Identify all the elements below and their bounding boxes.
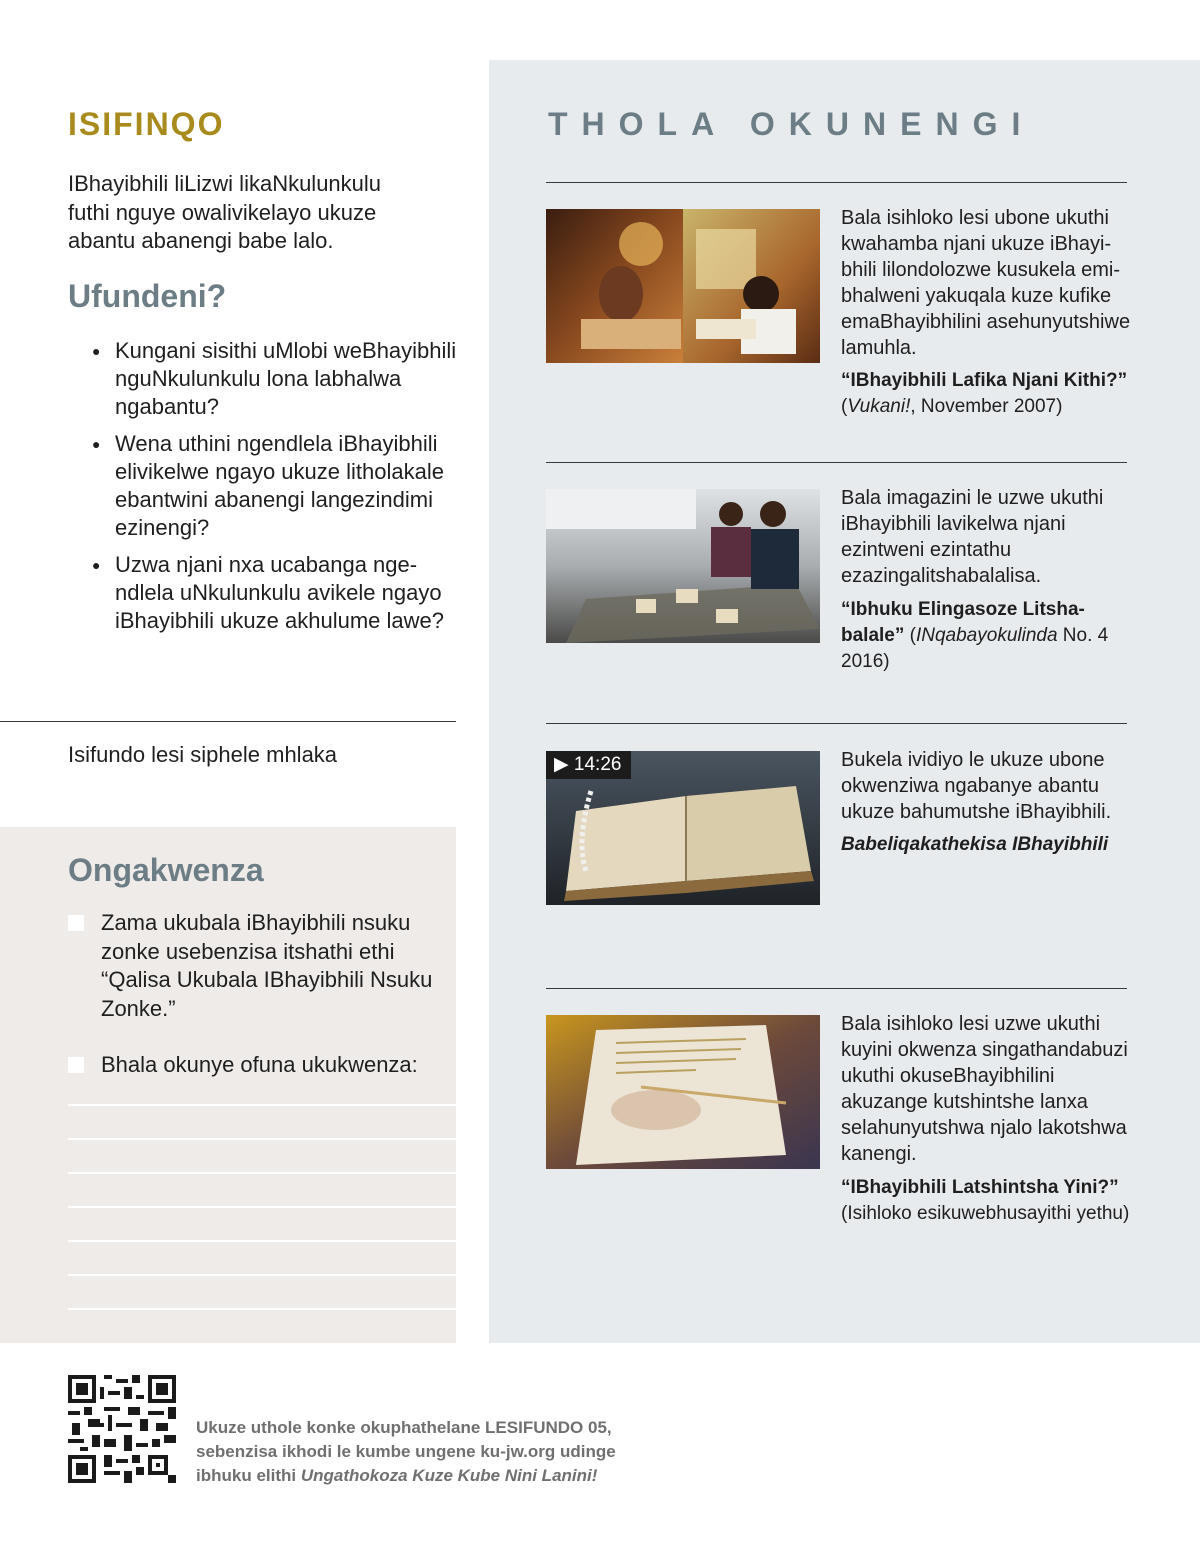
write-line[interactable] [68, 1172, 456, 1174]
checkbox[interactable] [68, 915, 84, 931]
resource-source: (Isihloko esikuwebhusayithi yethu) [841, 1203, 1130, 1224]
write-line[interactable] [68, 1206, 456, 1208]
resource-description: Bukela ividiyo le ukuze ubone okwenziwa ngabanye abantu ukuze bahumutshe iBhayibhili. [841, 749, 1112, 823]
review-question: ● Kungani sisithi uMlobi weBhayibhili nguNkulunkulu lona labhalwa ngabantu? [92, 337, 462, 421]
resource-description: Bala isihloko lesi uzwe ukuthi kuyini okwenza singathandabuzi ukuthi okuseBhayibhilini akuzange kutshintshe lanxa selahunyutshwa njalo lakotshwa kanengi. [841, 1013, 1128, 1165]
book-title[interactable]: Ungathokoza Kuze Kube Nini Lanini! [300, 1466, 598, 1485]
write-line[interactable] [68, 1138, 456, 1140]
resource-reference[interactable] [841, 1175, 1131, 1227]
review-question: ● Uzwa njani nxa ucabanga ngendlela uNkulunkulu avikele ngayo iBhayibhili ukuze akhulume lawe? [92, 551, 462, 635]
review-questions [92, 337, 462, 644]
summary-text: IBhayibhili liLizwi likaNkulunkulu futhi nguye owalivikelayo ukuze abantu abanengi babe lalo. [68, 171, 382, 253]
try-this-box [0, 827, 456, 1343]
summary-heading: ISIFINQO [68, 106, 225, 142]
try-this-heading: Ongakwenza [68, 852, 264, 888]
divider [546, 182, 1127, 183]
checkbox[interactable] [68, 1057, 84, 1073]
write-line[interactable] [68, 1240, 456, 1242]
divider [546, 988, 1127, 989]
review-heading: Ufundeni? [68, 278, 227, 314]
footer-line: sebenzisa ikhodi le kumbe ungene ku-jw.org udinge [196, 1442, 616, 1461]
resource-source-open: ( [904, 625, 916, 646]
goal-label: Bhala okunye ofuna ukukwenza: [101, 1052, 418, 1077]
resource-title[interactable]: “IBhayibhili Latshintsha Yini?” [841, 1177, 1119, 1198]
divider [546, 462, 1127, 463]
write-line[interactable] [68, 1274, 456, 1276]
resource-title[interactable]: “Ibhuku Elingasoze Litshabalale” [841, 599, 1085, 646]
qr-code[interactable] [68, 1375, 176, 1483]
video-duration: 14:26 [573, 754, 622, 775]
resource-source: , November 2007) [910, 396, 1063, 417]
divider [546, 723, 1127, 724]
play-icon: ▶ [554, 754, 569, 775]
completed-date-label: Isifundo lesi siphele mhlaka [68, 742, 338, 767]
review-question: ● Wena uthini ngendlela iBhayibhili elivikelwe ngayo ukuze litholakale ebantwini abanengi langezindimi ezinengi? [92, 430, 462, 542]
museum-display-image[interactable] [546, 489, 820, 643]
resource-reference[interactable] [841, 597, 1131, 675]
divider [0, 721, 456, 722]
resource-reference[interactable] [841, 368, 1131, 420]
resource-description: Bala isihloko lesi ubone ukuthi kwahamba njani ukuze iBhayibhili lilondolozwe kusukela emibhalweni yakuqala kuze kufike emaBhayibhilini asehunyutshiwe lamuhla. [841, 207, 1131, 359]
writing-manuscript-image[interactable] [546, 1015, 820, 1169]
resource-description: Bala imagazini le uzwe ukuthi iBhayibhili lavikelwa njani ezintweni ezintathu ezazingalitshabalalisa. [841, 487, 1104, 587]
goal-label: Zama ukubala iBhayibhili nsuku zonke usebenzisa itshathi ethi “Qalisa Ukubala IBhayibhili Nsuku Zonke.” [101, 910, 433, 1021]
footer-text [196, 1416, 716, 1488]
footer-line: Ukuze uthole konke okuphathelane LESIFUNDO 05, [196, 1418, 612, 1437]
resource-title[interactable]: “IBhayibhili Lafika Njani Kithi?” [841, 370, 1128, 391]
resource-title[interactable]: Babeliqakathekisa IBhayibhili [841, 834, 1109, 855]
video-duration-badge[interactable] [546, 751, 631, 779]
resource-source: No. 4 2016) [841, 625, 1109, 672]
write-line[interactable] [68, 1308, 456, 1310]
resource-reference[interactable] [841, 832, 1131, 858]
resource-publication: INqabayokulinda [915, 625, 1058, 646]
find-out-more-heading: THOLA OKUNENGI [548, 106, 1035, 142]
write-line[interactable] [68, 1104, 456, 1106]
footer-line: ibhuku elithi [196, 1466, 301, 1485]
resource-source-open: ( [841, 396, 848, 417]
scribe-and-reader-image[interactable] [546, 209, 820, 363]
resource-publication: Vukani! [847, 396, 911, 417]
